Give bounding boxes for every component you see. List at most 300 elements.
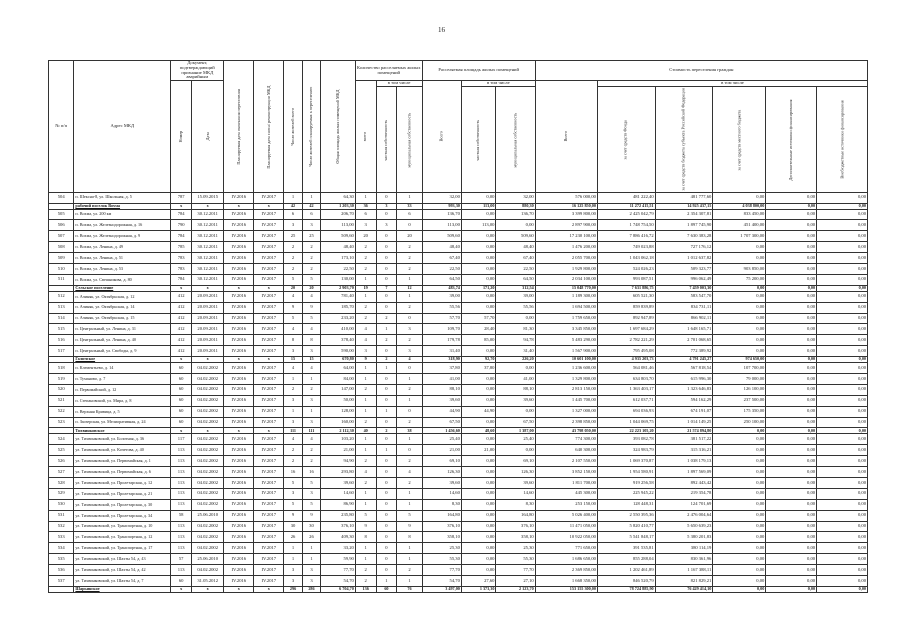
- cell-rooms-total: 3: [355, 346, 376, 357]
- cell-plan-date: х: [224, 203, 254, 209]
- cell-residents: 8: [284, 335, 302, 346]
- cell-plan-date: IV.2016: [224, 335, 254, 346]
- cell-row-address: Тихвинковское: [74, 428, 171, 434]
- cell-residents-plan: 2: [302, 384, 320, 395]
- cell-doc-date: 20.09.2011: [192, 302, 224, 313]
- header-cost-group: Стоимость переселения граждан: [535, 61, 867, 81]
- cell-area-private: 27,60: [461, 576, 496, 587]
- cell-cost-extra: 0,00: [766, 521, 817, 532]
- cell-residents: 296: [284, 586, 302, 592]
- cell-cost-local: 903 850,00: [713, 263, 766, 274]
- cell-residents: 42: [284, 203, 302, 209]
- cell-area-municipal: 226,20: [496, 357, 535, 363]
- cell-area-municipal: 509,60: [496, 231, 535, 242]
- table-row: [49, 510, 868, 521]
- cell-area-private: 0,00: [461, 209, 496, 220]
- cell-rooms-municipal: 1: [397, 543, 422, 554]
- cell-area-private: 0,00: [461, 417, 496, 428]
- cell-cost-total: 43 798 050,00: [535, 428, 597, 434]
- cell-rooms-total: 1: [355, 291, 376, 302]
- cell-area-municipal: 27,10: [496, 576, 535, 587]
- cell-cost-fund: 749 023,88: [597, 242, 655, 253]
- cell-area-total: 67,50: [422, 417, 461, 428]
- cell-cost-subject: 124 701,69: [655, 499, 713, 510]
- cell-plan-demolish: IV.2017: [254, 395, 284, 406]
- cell-area-total: 44,90: [422, 406, 461, 417]
- cell-row-address: п. Центральный, ул. Ленина, д. 40: [74, 335, 171, 346]
- cell-cost-extra: 0,00: [766, 406, 817, 417]
- cell-doc-date: х: [192, 203, 224, 209]
- cell-row-address: ул. Тихвинковский, ул. Пролетарская, д. 12: [74, 478, 171, 489]
- cell-doc-date: 25.06.2010: [192, 554, 224, 565]
- cell-cost-fund: 5 541 848,17: [597, 532, 655, 543]
- cell-cost-extra: 0,00: [766, 554, 817, 565]
- cell-cost-extra2: 0,00: [817, 586, 868, 592]
- cell-area-private: 0,00: [461, 532, 496, 543]
- cell-residents-plan: 26: [302, 532, 320, 543]
- cell-row-number: 527: [49, 467, 74, 478]
- cell-rooms-municipal: 1: [397, 291, 422, 302]
- cell-plan-date: IV.2016: [224, 565, 254, 576]
- table-row: [49, 499, 868, 510]
- cell-total-area: 54,70: [321, 576, 356, 587]
- cell-plan-demolish: IV.2017: [254, 417, 284, 428]
- cell-cost-subject: 1 897 745,90: [655, 220, 713, 231]
- cell-residents: 4: [284, 324, 302, 335]
- cell-area-private: 0,00: [461, 274, 496, 285]
- cell-row-number: 505: [49, 209, 74, 220]
- cell-cost-total: 2 107 550,00: [535, 456, 597, 467]
- cell-cost-subject: 2 476 004,64: [655, 510, 713, 521]
- cell-doc-number: 113: [171, 521, 192, 532]
- table-row: [49, 532, 868, 543]
- cell-rooms-total: 2: [355, 384, 376, 395]
- cell-row-address: ул. Тихвинковский, ул. Пролетарская, д. 30: [74, 499, 171, 510]
- cell-plan-demolish: х: [254, 586, 284, 592]
- cell-cost-extra2: 0,00: [817, 263, 868, 274]
- cell-doc-number: 60: [171, 406, 192, 417]
- cell-cost-subject: 5 380 201,83: [655, 532, 713, 543]
- cell-cost-fund: 225 945,22: [597, 488, 655, 499]
- table-row: [49, 253, 868, 264]
- cell-cost-extra2: 0,00: [817, 220, 868, 231]
- cell-total-area: 590,00: [321, 346, 356, 357]
- cell-cost-extra2: 0,00: [817, 285, 868, 291]
- cell-rooms-total: 19: [355, 285, 376, 291]
- cell-area-total: 48,40: [422, 242, 461, 253]
- cell-residents-plan: 2: [302, 263, 320, 274]
- cell-row-address: рабочий поселок Вохма: [74, 203, 171, 209]
- cell-rooms-private: 0: [376, 565, 397, 576]
- cell-cost-extra2: 0,00: [817, 192, 868, 203]
- cell-doc-number: 412: [171, 335, 192, 346]
- cell-residents: 16: [284, 467, 302, 478]
- table-row: [49, 576, 868, 587]
- cell-rooms-private: 0: [376, 554, 397, 565]
- cell-area-total: 41,00: [422, 373, 461, 384]
- cell-plan-date: IV.2016: [224, 384, 254, 395]
- cell-area-private: 0,00: [461, 467, 496, 478]
- cell-rooms-total: 2: [355, 263, 376, 274]
- cell-row-number: 521: [49, 395, 74, 406]
- cell-doc-date: 04.02.2002: [192, 521, 224, 532]
- cell-plan-date: IV.2016: [224, 445, 254, 456]
- cell-total-area: 185,70: [321, 302, 356, 313]
- cell-total-area: 50,00: [321, 395, 356, 406]
- cell-rooms-total: 2: [355, 313, 376, 324]
- cell-cost-extra2: 0,00: [817, 231, 868, 242]
- cell-residents: 5: [284, 274, 302, 285]
- cell-rooms-private: 0: [376, 488, 397, 499]
- cell-row-number: 512: [49, 291, 74, 302]
- cell-rooms-private: 1: [376, 576, 397, 587]
- cell-row-number: 520: [49, 384, 74, 395]
- cell-residents: 2: [284, 253, 302, 264]
- cell-rooms-private: 0: [376, 209, 397, 220]
- cell-area-municipal: 0,00: [496, 220, 535, 231]
- cell-area-total: 318,90: [422, 357, 461, 363]
- cell-area-private: 85,00: [461, 335, 496, 346]
- cell-row-number: 516: [49, 335, 74, 346]
- cell-plan-date: IV.2016: [224, 395, 254, 406]
- cell-area-total: 21,00: [422, 445, 461, 456]
- cell-area-private: 0,00: [461, 395, 496, 406]
- cell-total-area: 94,90: [321, 456, 356, 467]
- cell-cost-extra2: 0,00: [817, 456, 868, 467]
- cell-total-area: 64,30: [321, 192, 356, 203]
- cell-doc-number: 113: [171, 543, 192, 554]
- cell-cost-extra: 0,00: [766, 220, 817, 231]
- table-row: [49, 445, 868, 456]
- cell-cost-fund: 993 087,51: [597, 274, 655, 285]
- cell-area-private: 0,00: [461, 554, 496, 565]
- cell-rooms-total: 1: [355, 274, 376, 285]
- cell-row-number: 526: [49, 456, 74, 467]
- cell-plan-date: IV.2016: [224, 263, 254, 274]
- cell-cost-extra2: 0,00: [817, 565, 868, 576]
- cell-area-total: 69,10: [422, 456, 461, 467]
- cell-doc-date: 04.02.2002: [192, 456, 224, 467]
- cell-rooms-municipal: 3: [397, 346, 422, 357]
- cell-cost-total: 1 189 300,00: [535, 291, 597, 302]
- cell-row-number: 523: [49, 417, 74, 428]
- cell-area-private: 28,40: [461, 324, 496, 335]
- cell-residents-plan: 111: [302, 428, 320, 434]
- cell-row-number: 537: [49, 576, 74, 587]
- cell-plan-demolish: IV.2017: [254, 209, 284, 220]
- cell-cost-local: 974 650,00: [713, 357, 766, 363]
- cell-residents: 2: [284, 445, 302, 456]
- cell-cost-extra: 0,00: [766, 467, 817, 478]
- table-row: [49, 302, 868, 313]
- cell-row-number: 509: [49, 253, 74, 264]
- cell-cost-extra2: 0,00: [817, 488, 868, 499]
- cell-area-total: 25,40: [422, 434, 461, 445]
- cell-cost-total: 1 236 600,00: [535, 363, 597, 374]
- cell-residents: 5: [284, 313, 302, 324]
- cell-cost-extra: 0,00: [766, 576, 817, 587]
- cell-doc-number: 113: [171, 488, 192, 499]
- cell-doc-number: 60: [171, 576, 192, 587]
- cell-cost-total: 3 345 850,00: [535, 324, 597, 335]
- cell-cost-fund: 846 520,79: [597, 576, 655, 587]
- cell-doc-number: 783: [171, 253, 192, 264]
- table-row: [49, 231, 868, 242]
- cell-cost-subject: 996 062,49: [655, 274, 713, 285]
- cell-plan-date: IV.2016: [224, 576, 254, 587]
- cell-area-total: 39,00: [422, 291, 461, 302]
- cell-cost-extra2: 0,00: [817, 445, 868, 456]
- cell-plan-date: IV.2016: [224, 543, 254, 554]
- cell-residents-plan: 9: [302, 302, 320, 313]
- cell-doc-number: х: [171, 428, 192, 434]
- cell-row-number: 511: [49, 274, 74, 285]
- cell-doc-number: 113: [171, 499, 192, 510]
- header-area-incl: в том числе: [461, 81, 535, 87]
- cell-cost-extra2: 0,00: [817, 417, 868, 428]
- cell-plan-date: IV.2016: [224, 253, 254, 264]
- cell-cost-total: 1 694 500,00: [535, 302, 597, 313]
- cell-cost-extra2: 0,00: [817, 434, 868, 445]
- cell-row-number: 531: [49, 510, 74, 521]
- cell-cost-total: 153 155 300,00: [535, 586, 597, 592]
- cell-doc-date: 04.02.2002: [192, 445, 224, 456]
- cell-cost-extra2: 0,00: [817, 313, 868, 324]
- cell-cost-extra2: 0,00: [817, 242, 868, 253]
- cell-row-address: ул. Тихвинковский, ул. Шахты 54, д. 7: [74, 576, 171, 587]
- cell-cost-fund: 605 521,30: [597, 291, 655, 302]
- cell-row-number: 508: [49, 242, 74, 253]
- cell-cost-extra: 0,00: [766, 543, 817, 554]
- cell-area-total: 509,60: [422, 231, 461, 242]
- header-plan-date: Планируемая дата окончания переселения: [224, 61, 254, 193]
- cell-cost-local: 1 707 300,00: [713, 231, 766, 242]
- table-body: [49, 192, 868, 592]
- cell-cost-total: 1 327 000,00: [535, 406, 597, 417]
- cell-cost-subject: 509 323,77: [655, 263, 713, 274]
- cell-cost-fund: 612 037,71: [597, 395, 655, 406]
- cell-cost-subject: 1 648 165,71: [655, 324, 713, 335]
- cell-cost-total: 2 398 850,00: [535, 417, 597, 428]
- cell-cost-local: 0,00: [713, 467, 766, 478]
- cell-residents: 6: [284, 209, 302, 220]
- cell-doc-date: х: [192, 285, 224, 291]
- cell-rooms-municipal: 2: [397, 263, 422, 274]
- cell-cost-total: 2 034 100,00: [535, 274, 597, 285]
- cell-cost-fund: 2 782 221,29: [597, 335, 655, 346]
- cell-row-address: п. Ачиняк, ул. Октябрьская, д. 14: [74, 302, 171, 313]
- cell-rooms-private: 0: [376, 499, 397, 510]
- cell-cost-total: 774 300,00: [535, 434, 597, 445]
- cell-residents: 3: [284, 488, 302, 499]
- cell-area-total: 376,10: [422, 521, 461, 532]
- cell-rooms-private: 0: [376, 384, 397, 395]
- cell-total-area: 86,90: [321, 499, 356, 510]
- cell-rooms-municipal: 2: [397, 335, 422, 346]
- table-row: [49, 384, 868, 395]
- cell-area-private: 113,00: [461, 220, 496, 231]
- header-plan-demolish: Планируемая дата сноса/ реконструкции МКД: [254, 61, 284, 193]
- cell-cost-total: 253 150,00: [535, 499, 597, 510]
- cell-rooms-private: 0: [376, 242, 397, 253]
- cell-cost-total: 1 929 800,00: [535, 263, 597, 274]
- table-row: [49, 263, 868, 274]
- cell-rooms-private: 0: [376, 434, 397, 445]
- cell-cost-extra: 0,00: [766, 291, 817, 302]
- cell-area-private: 0,00: [461, 521, 496, 532]
- cell-total-area: 77,70: [321, 565, 356, 576]
- header-cost-fund: за счет средств Фонда: [597, 87, 655, 193]
- cell-plan-date: IV.2016: [224, 554, 254, 565]
- cell-row-address: п. Туманово, д. 7: [74, 373, 171, 384]
- cell-cost-subject: 834 731,11: [655, 302, 713, 313]
- cell-area-private: 44,90: [461, 406, 496, 417]
- cell-area-total: 55,56: [422, 302, 461, 313]
- cell-row-address: п. Клементьево, д. 14: [74, 363, 171, 374]
- cell-total-area: 2 112,30: [321, 428, 356, 434]
- cell-cost-local: 0,00: [713, 521, 766, 532]
- cell-area-total: 57,70: [422, 313, 461, 324]
- cell-cost-local: 0,00: [713, 543, 766, 554]
- cell-doc-date: 04.02.2002: [192, 434, 224, 445]
- cell-rooms-total: 2: [355, 242, 376, 253]
- cell-row-number: 513: [49, 302, 74, 313]
- cell-plan-demolish: IV.2017: [254, 510, 284, 521]
- cell-cost-local: 4 038 800,00: [713, 203, 766, 209]
- table-row: [49, 192, 868, 203]
- cell-cost-extra2: 0,00: [817, 324, 868, 335]
- cell-area-municipal: 39,60: [496, 395, 535, 406]
- cell-total-area: 84,00: [321, 373, 356, 384]
- header-cost-total: Всего: [535, 81, 597, 192]
- cell-rooms-private: 7: [376, 285, 397, 291]
- cell-residents: 26: [284, 532, 302, 543]
- cell-total-area: 21,00: [321, 445, 356, 456]
- cell-rooms-private: 1: [376, 406, 397, 417]
- cell-cost-local: 0,00: [713, 586, 766, 592]
- cell-cost-total: 1 476 200,00: [535, 242, 597, 253]
- header-address: Адрес МКД: [74, 61, 171, 193]
- cell-area-municipal: 81,30: [496, 324, 535, 335]
- cell-area-municipal: 67,50: [496, 417, 535, 428]
- cell-residents-plan: 4: [302, 324, 320, 335]
- cell-plan-date: IV.2016: [224, 521, 254, 532]
- cell-total-area: 293,80: [321, 467, 356, 478]
- cell-row-number: 522: [49, 406, 74, 417]
- cell-rooms-total: 1: [355, 445, 376, 456]
- cell-rooms-private: 0: [376, 395, 397, 406]
- cell-residents-plan: 286: [302, 586, 320, 592]
- cell-rooms-private: 0: [376, 417, 397, 428]
- cell-doc-date: 04.02.2002: [192, 406, 224, 417]
- cell-plan-date: IV.2016: [224, 324, 254, 335]
- cell-residents-plan: 25: [302, 231, 320, 242]
- cell-cost-extra2: 0,00: [817, 335, 868, 346]
- cell-cost-subject: 1 038 179,13: [655, 456, 713, 467]
- cell-cost-extra: 0,00: [766, 428, 817, 434]
- cell-cost-total: 5 483 290,00: [535, 335, 597, 346]
- cell-residents: 4: [284, 363, 302, 374]
- cell-cost-local: 0,00: [713, 456, 766, 467]
- cell-total-area: 781,40: [321, 291, 356, 302]
- cell-total-area: 378,40: [321, 335, 356, 346]
- header-area-municipal: муниципальная собственность: [496, 87, 535, 193]
- cell-cost-fund: 1 044 069,75: [597, 417, 655, 428]
- cell-area-private: 0,00: [461, 302, 496, 313]
- cell-cost-fund: 1 748 754,50: [597, 220, 655, 231]
- cell-rooms-private: 2: [376, 313, 397, 324]
- cell-residents-plan: 5: [302, 313, 320, 324]
- header-residents-plan: Число жителей планируемых к переселению: [302, 61, 320, 193]
- cell-area-private: 0,00: [461, 263, 496, 274]
- cell-plan-date: х: [224, 586, 254, 592]
- cell-residents: 3: [284, 417, 302, 428]
- cell-plan-demolish: IV.2017: [254, 302, 284, 313]
- cell-cost-local: 0,00: [713, 576, 766, 587]
- cell-cost-subject: 567 818,54: [655, 363, 713, 374]
- cell-plan-demolish: IV.2017: [254, 335, 284, 346]
- cell-area-municipal: 39,00: [496, 291, 535, 302]
- cell-area-municipal: 164,80: [496, 510, 535, 521]
- cell-row-address: п. Первомайский, д. 12: [74, 384, 171, 395]
- cell-row-number: 533: [49, 532, 74, 543]
- cell-plan-date: IV.2016: [224, 302, 254, 313]
- cell-cost-extra2: 0,00: [817, 253, 868, 264]
- cell-cost-extra: 0,00: [766, 488, 817, 499]
- cell-plan-date: IV.2016: [224, 417, 254, 428]
- cell-area-private: 0,00: [461, 231, 496, 242]
- cell-cost-fund: 4 935 203,73: [597, 357, 655, 363]
- cell-area-private: 0,00: [461, 192, 496, 203]
- cell-area-municipal: 94,78: [496, 335, 535, 346]
- cell-rooms-municipal: 2: [397, 565, 422, 576]
- cell-cost-fund: 892 947,89: [597, 313, 655, 324]
- cell-plan-demolish: IV.2017: [254, 263, 284, 274]
- table-row: [49, 521, 868, 532]
- cell-row-address: п. Ачиняк, ул. Октябрьская, д. 12: [74, 291, 171, 302]
- cell-cost-extra2: 0,00: [817, 363, 868, 374]
- cell-cost-extra: 0,00: [766, 274, 817, 285]
- cell-residents: 2: [284, 242, 302, 253]
- cell-area-private: 0,00: [461, 253, 496, 264]
- cell-cost-local: 0,00: [713, 285, 766, 291]
- cell-cost-subject: 219 354,78: [655, 488, 713, 499]
- cell-residents: 4: [284, 434, 302, 445]
- cell-plan-demolish: IV.2017: [254, 406, 284, 417]
- cell-cost-extra: 0,00: [766, 242, 817, 253]
- table-row: [49, 395, 868, 406]
- cell-plan-date: IV.2016: [224, 434, 254, 445]
- cell-area-total: 55,30: [422, 554, 461, 565]
- cell-row-address: п. Вохма, ул. Железнодорожная, д. 9: [74, 231, 171, 242]
- cell-residents: 5: [284, 499, 302, 510]
- cell-cost-subject: 7 630 383,28: [655, 231, 713, 242]
- cell-rooms-total: 4: [355, 324, 376, 335]
- cell-cost-subject: 866 902,11: [655, 313, 713, 324]
- cell-cost-fund: 11 272 415,51: [597, 203, 655, 209]
- cell-cost-subject: 76 429 414,10: [655, 586, 713, 592]
- header-area-total: Всего: [422, 81, 461, 192]
- cell-cost-extra: 0,00: [766, 231, 817, 242]
- cell-doc-date: 04.02.2002: [192, 488, 224, 499]
- header-doc-date: Дата: [192, 81, 224, 192]
- cell-area-total: 25,30: [422, 543, 461, 554]
- cell-rooms-total: 9: [355, 357, 376, 363]
- cell-cost-total: 3 852 150,00: [535, 467, 597, 478]
- cell-cost-local: 0,00: [713, 554, 766, 565]
- cell-row-address: п. Ачиняк, ул. Октябрьская, д. 15: [74, 313, 171, 324]
- table-row: [49, 274, 868, 285]
